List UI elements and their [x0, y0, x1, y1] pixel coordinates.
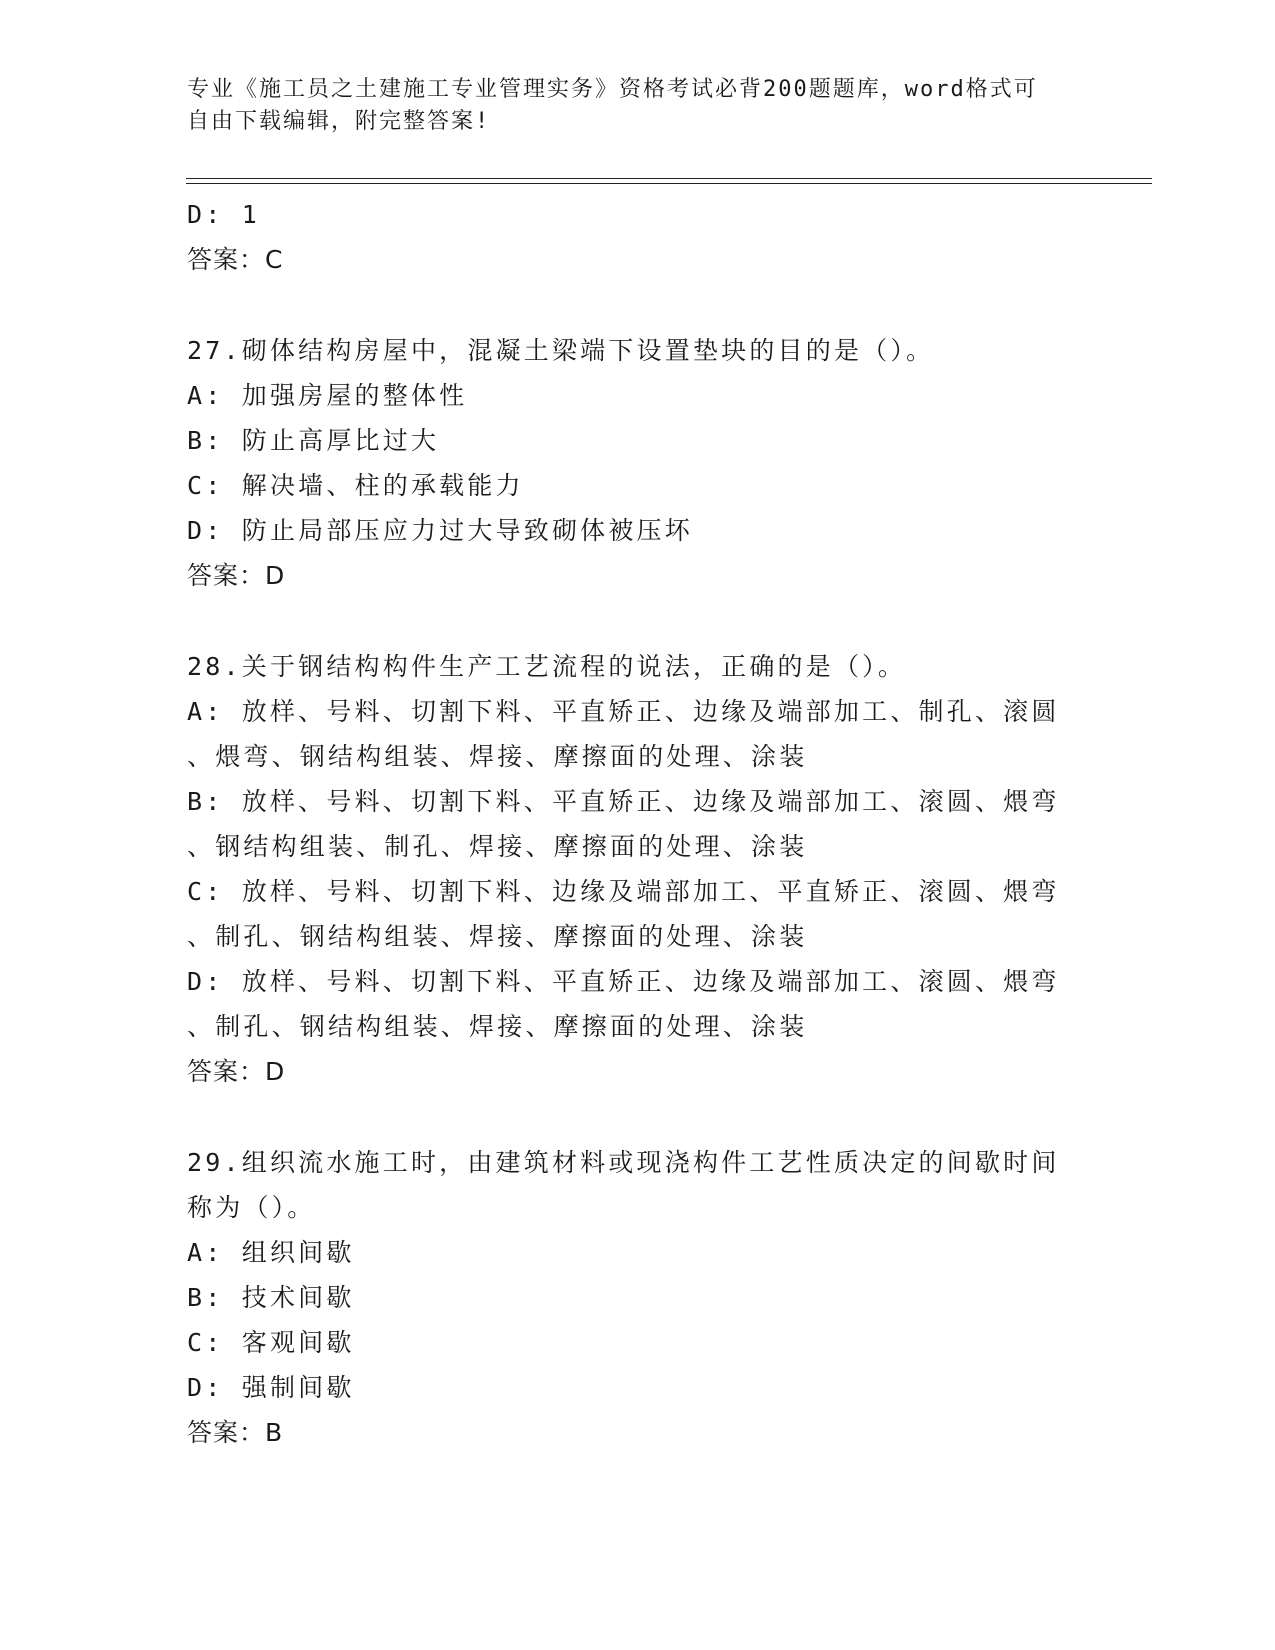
option-c: C: 客观间歇	[187, 1328, 355, 1357]
option-a: A: 加强房屋的整体性	[187, 381, 468, 410]
option-d: D: 强制间歇	[187, 1373, 355, 1402]
answer-line: 答案：D	[187, 1057, 286, 1086]
question-block-29	[187, 1140, 1087, 1455]
page-header	[187, 74, 1067, 138]
option-b: B: 技术间歇	[187, 1283, 355, 1312]
option-a-line-1: A: 放样、号料、切割下料、平直矫正、边缘及端部加工、制孔、滚圆	[187, 697, 1060, 726]
option-c: C: 解决墙、柱的承载能力	[187, 471, 524, 500]
spacer	[187, 598, 1087, 644]
question-stem: 27.砌体结构房屋中，混凝土梁端下设置垫块的目的是（）。	[187, 336, 935, 365]
header-divider-top	[186, 178, 1152, 179]
spacer	[187, 282, 1087, 328]
question-block-28	[187, 644, 1087, 1094]
question-stem-line-1: 29.组织流水施工时，由建筑材料或现浇构件工艺性质决定的间歇时间	[187, 1148, 1060, 1177]
option-d-line-2: 、制孔、钢结构组装、焊接、摩擦面的处理、涂装	[187, 1012, 808, 1041]
question-list	[187, 192, 1087, 1455]
question-block-26-tail	[187, 192, 1087, 282]
question-block-27	[187, 328, 1087, 598]
answer-line: 答案：B	[187, 1418, 284, 1447]
option-b: B: 防止高厚比过大	[187, 426, 440, 455]
answer-line: 答案：D	[187, 561, 286, 590]
option-d-line-1: D: 放样、号料、切割下料、平直矫正、边缘及端部加工、滚圆、煨弯	[187, 967, 1060, 996]
answer-line: 答案：C	[187, 245, 284, 274]
header-title-line-2: 自由下载编辑，附完整答案!	[187, 109, 491, 134]
spacer	[187, 1094, 1087, 1140]
header-title-line-1: 专业《施工员之土建施工专业管理实务》资格考试必背200题题库，word格式可	[187, 77, 1038, 102]
option-c-line-1: C: 放样、号料、切割下料、边缘及端部加工、平直矫正、滚圆、煨弯	[187, 877, 1060, 906]
option-c-line-2: 、制孔、钢结构组装、焊接、摩擦面的处理、涂装	[187, 922, 808, 951]
question-stem: 28.关于钢结构构件生产工艺流程的说法，正确的是（）。	[187, 652, 907, 681]
header-divider-bottom	[186, 183, 1152, 184]
option-b-line-1: B: 放样、号料、切割下料、平直矫正、边缘及端部加工、滚圆、煨弯	[187, 787, 1060, 816]
option-d: D: 防止局部压应力过大导致砌体被压坏	[187, 516, 693, 545]
option-b-line-2: 、钢结构组装、制孔、焊接、摩擦面的处理、涂装	[187, 832, 808, 861]
option-d: D: 1	[187, 200, 261, 229]
option-a-line-2: 、煨弯、钢结构组装、焊接、摩擦面的处理、涂装	[187, 742, 808, 771]
option-a: A: 组织间歇	[187, 1238, 355, 1267]
question-stem-line-2: 称为（）。	[187, 1193, 316, 1222]
